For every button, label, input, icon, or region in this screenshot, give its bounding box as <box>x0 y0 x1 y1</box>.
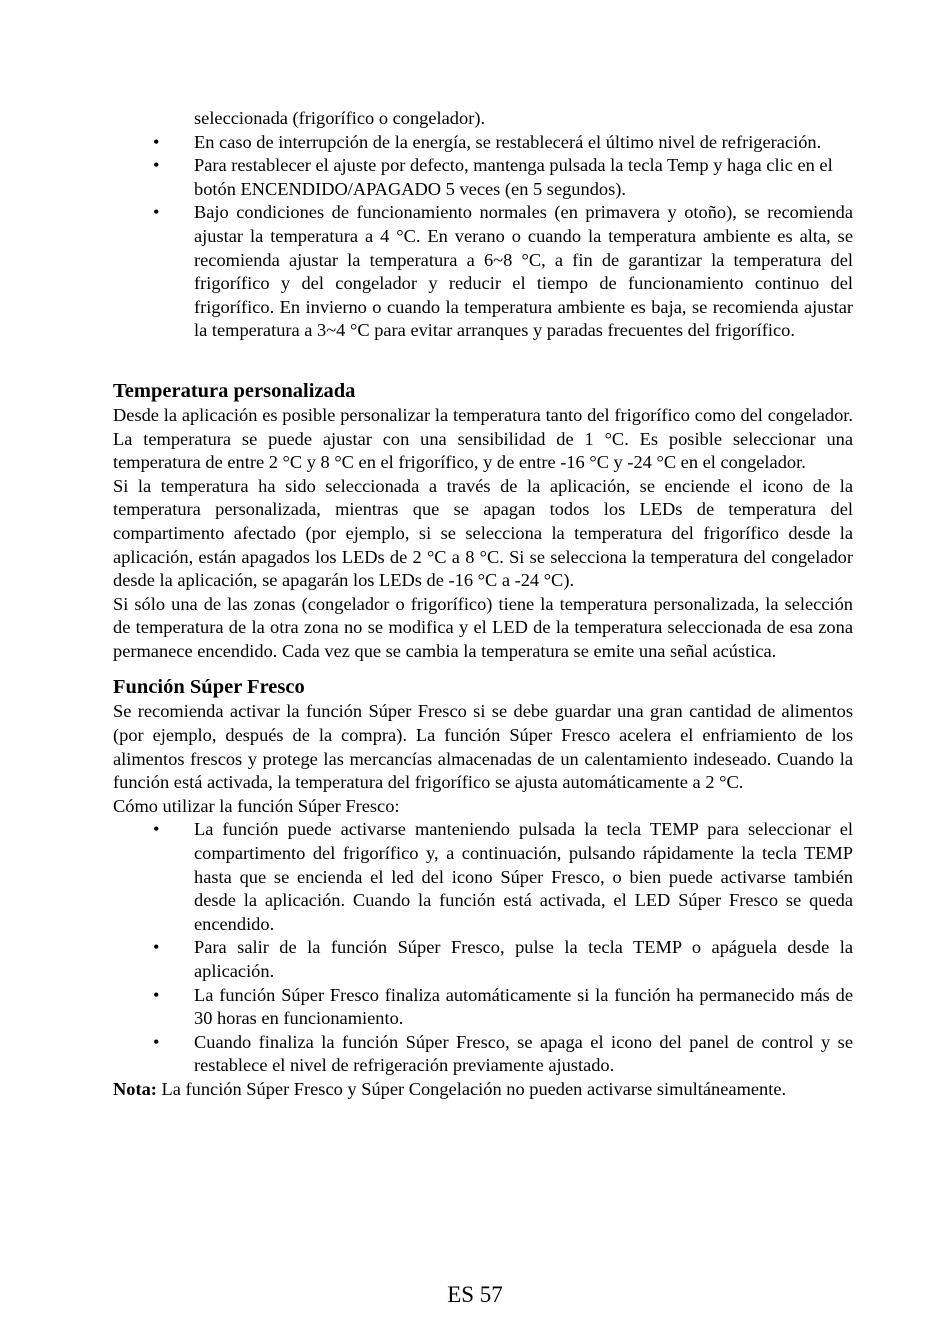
list-item: • La función puede activarse manteniendo pulsada la tecla TEMP para seleccionar el compartimento del frigorífico y, a continuación, pulsando rápidamente la tecla TEMP hasta que se encienda el led del icono Súper Fresco, o bien puede activarse también desde la aplicación. Cuando la función está activada, el LED Súper Fresco se queda encendido. <box>153 819 853 934</box>
note <box>113 1078 853 1102</box>
paragraph: Desde la aplicación es posible personalizar la temperatura tanto del frigorífico como del congelador. La temperatura se puede ajustar con una sensibilidad de 1 °C. Es posible seleccionar una temperatura de entre 2 °C y 8 °C en el frigorífico, y de entre -16 °C y -24 °C en el congelador. <box>113 404 853 473</box>
bullet-icon: • <box>153 131 160 152</box>
paragraph: Si la temperatura ha sido seleccionada a través de la aplicación, se enciende el icono de la temperatura personalizada, mientras que se apagan todos los LEDs de temperatura del compartimento afectado (por ejemplo, si se selecciona la temperatura del frigorífico desde la aplicación, están apagados los LEDs de 2 °C a 8 °C. Si se selecciona la temperatura del congelador desde la aplicación, se apagarán los LEDs de -16 °C a -24 °C). <box>113 475 853 591</box>
top-bullet-list <box>113 131 853 343</box>
super-fresco-bullet-list <box>113 818 853 1078</box>
document-page <box>113 107 853 1102</box>
bullet-icon: • <box>153 202 160 223</box>
list-item: • La función Súper Fresco finaliza automáticamente si la función ha permanecido más de 30 horas en funcionamiento. <box>153 984 853 1029</box>
section-heading-funcion-super-fresco: Función Súper Fresco <box>113 676 305 699</box>
list-item: • En caso de interrupción de la energía, se restablecerá el último nivel de refrigeración. <box>113 131 853 155</box>
bullet-icon: • <box>153 155 160 176</box>
page-number: ES 57 <box>447 1282 503 1307</box>
list-item: • Bajo condiciones de funcionamiento normales (en primavera y otoño), se recomienda ajustar la temperatura a 4 °C. En verano o cuando la temperatura ambiente es alta, se recomienda ajustar la temperatura a 6~8 °C, a fin de garantizar la temperatura del frigorífico y del congelador y reducir el tiempo de funcionamiento continuo del frigorífico. En invierno o cuando la temperatura ambiente es baja, se recomienda ajustar la temperatura a 3~4 °C para evitar arranques y paradas frecuentes del frigorífico. <box>153 202 853 341</box>
list-item: • Cuando finaliza la función Súper Fresco, se apaga el icono del panel de control y se restablece el nivel de refrigeración previamente ajustado. <box>153 1031 853 1076</box>
continuation-text: seleccionada (frigorífico o congelador). <box>194 108 486 128</box>
bullet-icon: • <box>153 819 160 840</box>
paragraph: Se recomienda activar la función Súper Fresco si se debe guardar una gran cantidad de alimentos (por ejemplo, después de la compra). La función Súper Fresco acelera el enfriamiento de los alimentos frescos y protege las mercancías almacenadas de un calentamiento indeseado. Cuando la función está activada, la temperatura del frigorífico se ajusta automáticamente a 2 °C. <box>113 701 853 793</box>
note-text: La función Súper Fresco y Súper Congelación no pueden activarse simultáneamente. <box>156 1078 787 1099</box>
bullet-icon: • <box>153 1031 160 1052</box>
bullet-icon: • <box>153 937 160 958</box>
intro-text: Cómo utilizar la función Súper Fresco: <box>113 795 400 816</box>
note-label: Nota: <box>113 1078 157 1099</box>
section-heading-temperatura-personalizada: Temperatura personalizada <box>113 379 356 402</box>
list-item: • Para salir de la función Súper Fresco, pulse la tecla TEMP o apáguela desde la aplicación. <box>153 937 853 981</box>
list-item: • Para restablecer el ajuste por defecto, mantenga pulsada la tecla Temp y haga clic en el botón ENCENDIDO/APAGADO 5 veces (en 5 segundos). <box>153 155 833 199</box>
bullet-icon: • <box>153 984 160 1005</box>
paragraph: Si sólo una de las zonas (congelador o frigorífico) tiene la temperatura personalizada, la selección de temperatura de la otra zona no se modifica y el LED de la temperatura seleccionada de esa zona permanece encendido. Cada vez que se cambia la temperatura se emite una señal acústica. <box>113 593 853 661</box>
